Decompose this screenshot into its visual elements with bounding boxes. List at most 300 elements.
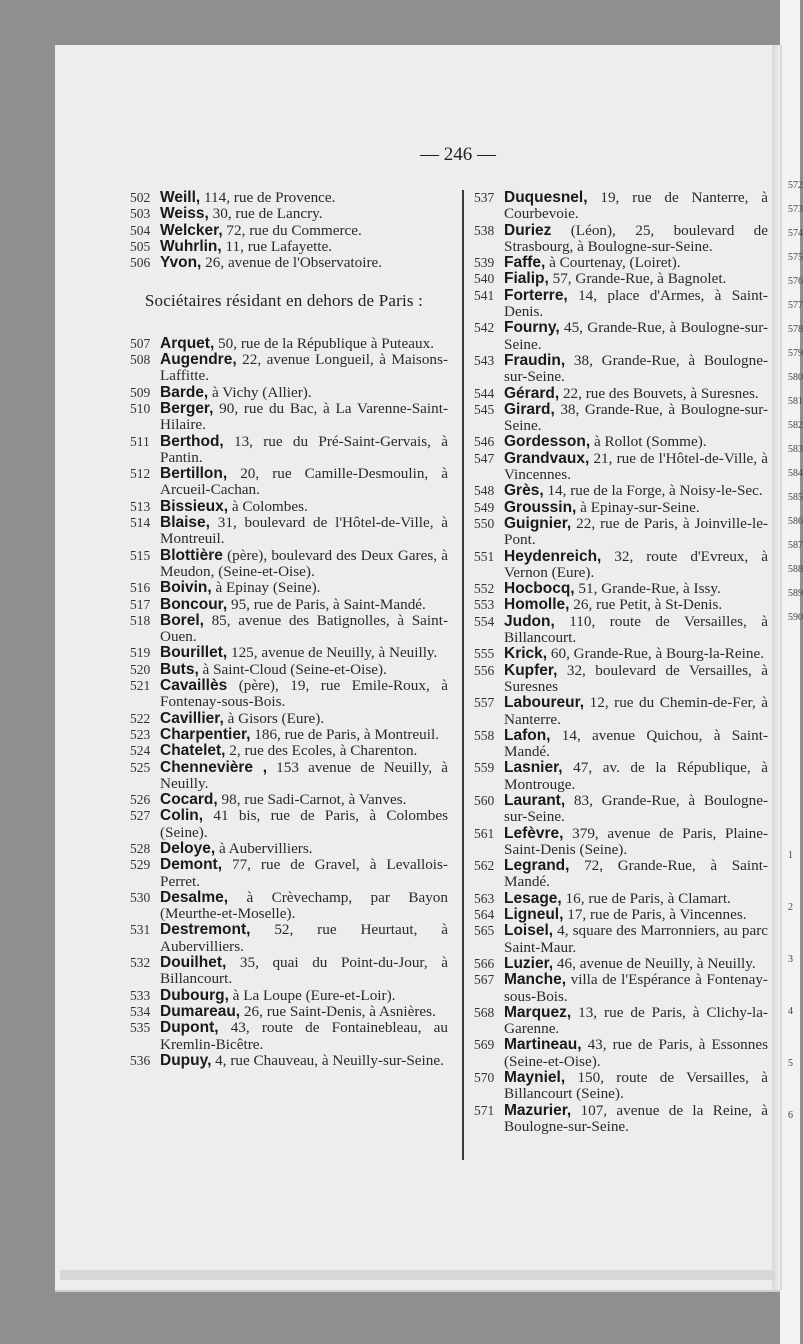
edge-mark: 6 — [788, 1110, 793, 1121]
entry-number: 554 — [474, 613, 495, 629]
entry-number: 545 — [474, 401, 495, 417]
edge-mark: 4 — [788, 1006, 793, 1017]
member-address: à Colombes. — [228, 497, 308, 515]
member-entry — [130, 645, 448, 661]
entry-number: 528 — [130, 840, 151, 856]
member-entry — [130, 1020, 448, 1053]
entry-number: 562 — [474, 858, 495, 874]
entry-number: 560 — [474, 792, 495, 808]
member-name: Forterre, — [504, 286, 568, 304]
member-name: Dubourg, — [160, 986, 229, 1004]
member-entry — [130, 792, 448, 808]
outside-paris-members-list — [130, 336, 448, 1069]
entry-number: 548 — [474, 483, 495, 499]
member-address: 98, rue Sadi-Carnot, à Vanves. — [217, 791, 407, 809]
entry-number: 525 — [130, 759, 151, 775]
edge-mark: 586 — [788, 516, 803, 527]
member-entry — [474, 271, 768, 287]
member-entry — [130, 662, 448, 678]
member-address: 125, avenue de Neuilly, à Neuilly. — [227, 644, 438, 662]
entry-number: 553 — [474, 597, 495, 613]
member-name: Barde, — [160, 383, 209, 401]
member-address: 38, Grande-Rue, à Boulogne-sur-Seine. — [504, 351, 768, 386]
member-name: Legrand, — [504, 857, 570, 875]
edge-mark: 576 — [788, 276, 803, 287]
member-name: Girard, — [504, 400, 555, 418]
member-address: à Gisors (Eure). — [223, 709, 325, 727]
member-entry — [474, 826, 768, 859]
entry-number: 511 — [130, 433, 150, 449]
edge-mark: 584 — [788, 468, 803, 479]
member-address: 47, av. de la République, à Montrouge. — [504, 759, 768, 793]
member-entry — [474, 891, 768, 907]
member-entry — [474, 597, 768, 613]
member-entry — [474, 288, 768, 321]
page-number: — 246 — — [420, 144, 496, 165]
entry-number: 526 — [130, 792, 151, 808]
member-address: 14, rue de la Forge, à Noisy-le-Sec. — [543, 482, 763, 500]
member-name: Guignier, — [504, 514, 572, 532]
member-entry — [130, 955, 448, 988]
member-address: 31, boulevard de l'Hôtel-de-Ville, à Montreuil. — [160, 514, 448, 548]
member-address: 22, rue de Paris, à Joinville-le-Pont. — [504, 514, 768, 549]
member-name: Destremont, — [160, 921, 251, 939]
member-name: Hocbocq, — [504, 580, 575, 598]
entry-number: 516 — [130, 580, 151, 596]
entry-number: 537 — [474, 190, 495, 205]
member-name: Mazurier, — [504, 1101, 572, 1119]
entry-number: 530 — [130, 889, 151, 905]
member-entry — [130, 1004, 448, 1020]
member-address: 13, rue du Pré-Saint-Gervais, à Pantin. — [160, 432, 448, 466]
member-entry — [474, 760, 768, 793]
member-address: 22, rue des Bouvets, à Suresnes. — [559, 384, 759, 402]
member-entry — [474, 223, 768, 256]
member-name: Lafon, — [504, 726, 551, 744]
member-entry — [474, 386, 768, 402]
member-name: Boivin, — [160, 579, 212, 597]
member-name: Martineau, — [504, 1036, 582, 1054]
member-address: (Léon), 25, boulevard de Strasbourg, à Boulogne-sur-Seine. — [504, 221, 768, 255]
member-address: 60, Grande-Rue, à Bourg-la-Reine. — [547, 645, 765, 663]
member-entry — [474, 402, 768, 435]
member-address: 50, rue de la République à Puteaux. — [214, 334, 434, 352]
member-name: Manche, — [504, 971, 567, 989]
entry-number: 520 — [130, 661, 151, 677]
edge-mark: 575 — [788, 252, 803, 263]
entry-number: 568 — [474, 1004, 495, 1020]
entry-number: 558 — [474, 727, 495, 743]
edge-mark: 585 — [788, 492, 803, 503]
member-address: villa de l'Espérance à Fontenay-sous-Bois. — [504, 971, 768, 1005]
member-entry — [474, 353, 768, 386]
left-column — [130, 190, 448, 1069]
entry-number: 503 — [130, 206, 151, 222]
member-entry — [130, 808, 448, 841]
member-name: Lasnier, — [504, 759, 563, 777]
member-address: 38, Grande-Rue, à Boulogne-sur-Seine. — [504, 400, 768, 435]
member-address: 17, rue de Paris, à Vincennes. — [563, 906, 747, 924]
member-address: 51, Grande-Rue, à Issy. — [574, 580, 721, 598]
member-entry — [474, 483, 768, 499]
member-entry — [474, 793, 768, 826]
member-entry — [130, 760, 448, 793]
member-name: Blaise, — [160, 514, 210, 532]
entry-number: 538 — [474, 222, 495, 238]
member-entry — [130, 613, 448, 646]
member-entry — [130, 336, 448, 352]
entry-number: 569 — [474, 1037, 495, 1053]
member-name: Kupfer, — [504, 661, 558, 679]
member-address: 110, route de Versailles, à Billancourt. — [504, 612, 768, 647]
member-entry — [130, 239, 448, 255]
member-name: Fialip, — [504, 270, 549, 288]
member-name: Berger, — [160, 399, 214, 417]
member-name: Laboureur, — [504, 694, 585, 712]
member-address: 90, rue du Bac, à La Varenne-Saint-Hilaire. — [160, 399, 448, 434]
member-address: 32, route d'Evreux, à Vernon (Eure). — [504, 547, 768, 581]
member-name: Lesage, — [504, 889, 562, 907]
entry-number: 547 — [474, 450, 495, 466]
member-name: Marquez, — [504, 1003, 572, 1021]
member-entry — [130, 727, 448, 743]
member-address: 46, avenue de Neuilly, à Neuilly. — [553, 954, 756, 972]
member-entry — [130, 857, 448, 890]
member-name: Duriez — [504, 221, 552, 239]
member-entry — [474, 451, 768, 484]
member-address: à Epinay (Seine). — [211, 579, 321, 597]
member-name: Weill, — [160, 189, 201, 206]
edge-mark: 3 — [788, 954, 793, 965]
member-entry — [474, 549, 768, 582]
member-address: 107, avenue de la Reine, à Boulogne-sur-Seine. — [504, 1101, 768, 1135]
entry-number: 518 — [130, 612, 151, 628]
member-entry — [130, 466, 448, 499]
member-address: 83, Grande-Rue, à Boulogne-sur-Seine. — [504, 791, 768, 826]
member-address: à Epinay-sur-Seine. — [576, 498, 700, 516]
member-entry — [130, 743, 448, 759]
entry-number: 505 — [130, 238, 151, 254]
edge-mark: 5 — [788, 1058, 793, 1069]
edge-mark: 579 — [788, 348, 803, 359]
entry-number: 522 — [130, 710, 151, 726]
member-address: 32, boulevard de Versailles, à Suresnes — [504, 661, 768, 695]
entry-number: 523 — [130, 726, 151, 742]
member-entry — [130, 255, 448, 271]
entry-number: 571 — [474, 1102, 495, 1118]
page-bottom-edge — [60, 1270, 775, 1280]
member-entry — [130, 352, 448, 385]
edge-mark: 587 — [788, 540, 803, 551]
member-entry — [474, 956, 768, 972]
member-name: Gérard, — [504, 384, 560, 402]
member-name: Krick, — [504, 645, 548, 663]
member-entry — [474, 190, 768, 223]
member-name: Chennevière , — [160, 758, 268, 776]
entry-number: 507 — [130, 335, 151, 351]
member-name: Cavillier, — [160, 709, 224, 727]
member-name: Laurant, — [504, 791, 566, 809]
member-name: Duquesnel, — [504, 189, 588, 206]
member-address: 14, avenue Quichou, à Saint-Mandé. — [504, 726, 768, 761]
member-entry — [474, 858, 768, 891]
member-entry — [130, 515, 448, 548]
member-name: Gordesson, — [504, 433, 591, 451]
member-address: 4, rue Chauveau, à Neuilly-sur-Seine. — [211, 1051, 444, 1069]
entry-number: 563 — [474, 890, 495, 906]
member-name: Buts, — [160, 660, 199, 678]
member-name: Dupont, — [160, 1019, 219, 1037]
member-address: à Crèvechamp, par Bayon (Meurthe-et-Moselle). — [160, 888, 448, 923]
member-address: 26, avenue de l'Observatoire. — [201, 254, 383, 272]
entry-number: 551 — [474, 548, 495, 564]
member-address: 153 avenue de Neuilly, à Neuilly. — [160, 758, 448, 792]
member-address: 21, rue de l'Hôtel-de-Ville, à Vincennes. — [504, 449, 768, 484]
entry-number: 527 — [130, 808, 151, 824]
member-entry — [474, 614, 768, 647]
member-name: Grandvaux, — [504, 449, 590, 467]
member-entry — [130, 711, 448, 727]
member-address: 13, rue de Paris, à Clichy-la-Garenne. — [504, 1003, 768, 1038]
member-entry — [474, 646, 768, 662]
member-entry — [474, 434, 768, 450]
member-name: Cocard, — [160, 791, 218, 809]
member-entry — [474, 923, 768, 956]
entry-number: 512 — [130, 466, 151, 482]
member-address: à Vichy (Allier). — [208, 383, 312, 401]
column-divider — [462, 190, 464, 1160]
member-entry — [130, 401, 448, 434]
entry-number: 542 — [474, 320, 495, 336]
member-entry — [130, 385, 448, 401]
member-entry — [130, 841, 448, 857]
edge-mark: 574 — [788, 228, 803, 239]
edge-mark: 589 — [788, 588, 803, 599]
edge-mark: 590 — [788, 612, 803, 623]
entry-number: 536 — [130, 1052, 151, 1068]
edge-mark: 1 — [788, 850, 793, 861]
member-name: Judon, — [504, 612, 555, 630]
member-address: à Saint-Cloud (Seine-et-Oise). — [198, 660, 387, 678]
section-heading: Sociétaires résidant en dehors de Paris : — [144, 291, 424, 311]
entry-number: 533 — [130, 987, 151, 1003]
member-address: 95, rue de Paris, à Saint-Mandé. — [227, 595, 426, 613]
edge-mark: 578 — [788, 324, 803, 335]
member-address: 30, rue de Lancry. — [208, 205, 323, 223]
entry-number: 555 — [474, 646, 495, 662]
member-address: 22, avenue Longueil, à Maisons-Laffitte. — [160, 351, 448, 385]
member-name: Yvon, — [160, 254, 202, 272]
member-name: Lefèvre, — [504, 824, 564, 842]
entry-number: 521 — [130, 678, 151, 694]
member-name: Dupuy, — [160, 1051, 212, 1069]
member-name: Fourny, — [504, 319, 560, 337]
member-address: 114, rue de Provence. — [200, 189, 336, 206]
member-name: Wuhrlin, — [160, 237, 222, 255]
entry-number: 529 — [130, 857, 151, 873]
member-address: 150, route de Versailles, à Billancourt (Seine). — [504, 1069, 768, 1103]
member-entry — [474, 516, 768, 549]
member-entry — [474, 1005, 768, 1038]
member-name: Charpentier, — [160, 725, 251, 743]
entry-number: 532 — [130, 955, 151, 971]
member-entry — [474, 695, 768, 728]
member-entry — [130, 548, 448, 581]
member-entry — [130, 890, 448, 923]
edge-mark: 583 — [788, 444, 803, 455]
member-address: 2, rue des Ecoles, à Charenton. — [225, 742, 418, 760]
member-address: 26, rue Petit, à St-Denis. — [569, 596, 723, 614]
member-name: Luzier, — [504, 954, 554, 972]
member-address: 43, rue de Paris, à Essonnes (Seine-et-Oise). — [504, 1036, 768, 1070]
right-column — [474, 190, 768, 1135]
member-name: Loisel, — [504, 922, 554, 940]
member-entry — [130, 206, 448, 222]
member-address: 19, rue de Nanterre, à Courbevoie. — [504, 189, 768, 223]
member-address: 77, rue de Gravel, à Levallois-Perret. — [160, 856, 448, 890]
member-entry — [474, 320, 768, 353]
entry-number: 515 — [130, 547, 151, 563]
member-entry — [474, 581, 768, 597]
member-address: 43, route de Fontainebleau, au Kremlin-Bicêtre. — [160, 1019, 448, 1053]
member-entry — [130, 678, 448, 711]
member-address: 72, rue du Commerce. — [222, 221, 362, 239]
entry-number: 508 — [130, 352, 151, 368]
edge-mark: 581 — [788, 396, 803, 407]
member-address: 57, Grande-Rue, à Bagnolet. — [548, 270, 727, 288]
member-name: Blottière — [160, 546, 223, 564]
entry-number: 570 — [474, 1070, 495, 1086]
edge-mark: 577 — [788, 300, 803, 311]
entry-number: 513 — [130, 498, 151, 514]
member-address: 12, rue du Chemin-de-Fer, à Nanterre. — [504, 694, 768, 728]
member-entry — [474, 728, 768, 761]
member-name: Chatelet, — [160, 742, 226, 760]
member-address: 11, rue Lafayette. — [221, 237, 333, 255]
member-address: 20, rue Camille-Desmoulin, à Arcueil-Cachan. — [160, 465, 448, 499]
member-address: 16, rue de Paris, à Clamart. — [561, 889, 731, 907]
edge-mark: 572 — [788, 180, 803, 191]
member-address: 4, square des Marronniers, au parc Saint-Maur. — [504, 922, 768, 956]
member-entry — [130, 922, 448, 955]
member-name: Augendre, — [160, 351, 237, 369]
member-name: Deloye, — [160, 839, 216, 857]
member-entry — [474, 663, 768, 696]
member-entry — [474, 1070, 768, 1103]
member-name: Ligneul, — [504, 906, 564, 924]
edge-mark: 580 — [788, 372, 803, 383]
member-name: Douilhet, — [160, 954, 227, 972]
entry-number: 509 — [130, 384, 151, 400]
entry-number: 546 — [474, 434, 495, 450]
member-name: Homolle, — [504, 596, 570, 614]
entry-number: 519 — [130, 645, 151, 661]
member-entry — [130, 190, 448, 206]
member-entry — [474, 907, 768, 923]
paris-members-list — [130, 190, 448, 271]
outside-paris-members-list-continued — [474, 190, 768, 1135]
member-address: à Aubervilliers. — [215, 839, 313, 857]
member-address: 379, avenue de Paris, Plaine-Saint-Denis (Seine). — [504, 824, 768, 858]
member-entry — [130, 988, 448, 1004]
member-address: 186, rue de Paris, à Montreuil. — [250, 725, 439, 743]
member-name: Berthod, — [160, 432, 224, 450]
entry-number: 524 — [130, 743, 151, 759]
entry-number: 539 — [474, 255, 495, 271]
member-name: Faffe, — [504, 254, 546, 272]
member-address: à Rollot (Somme). — [590, 433, 707, 451]
member-entry — [474, 1103, 768, 1136]
member-entry — [130, 499, 448, 515]
entry-number: 543 — [474, 352, 495, 368]
member-name: Colin, — [160, 807, 204, 825]
member-entry — [130, 580, 448, 596]
member-name: Welcker, — [160, 221, 223, 239]
member-name: Weiss, — [160, 205, 209, 223]
entry-number: 541 — [474, 287, 495, 303]
entry-number: 510 — [130, 400, 151, 416]
member-name: Bourillet, — [160, 644, 228, 662]
member-entry — [474, 255, 768, 271]
member-name: Groussin, — [504, 498, 577, 516]
member-address: 72, Grande-Rue, à Saint-Mandé. — [504, 857, 768, 891]
member-address: 52, rue Heurtaut, à Aubervilliers. — [160, 921, 448, 955]
member-address: 35, quai du Point-du-Jour, à Billancourt. — [160, 954, 448, 988]
member-entry — [130, 434, 448, 467]
member-address: 45, Grande-Rue, à Boulogne-sur-Seine. — [504, 319, 768, 353]
member-address: à La Loupe (Eure-et-Loir). — [228, 986, 396, 1004]
member-entry — [130, 1053, 448, 1069]
member-name: Dumareau, — [160, 1002, 241, 1020]
entry-number: 550 — [474, 515, 495, 531]
entry-number: 535 — [130, 1020, 151, 1036]
entry-number: 540 — [474, 271, 495, 287]
adjacent-page-edge — [780, 0, 800, 1344]
member-address: à Courtenay, (Loiret). — [545, 254, 681, 272]
member-entry — [130, 223, 448, 239]
member-entry — [130, 597, 448, 613]
member-name: Desalme, — [160, 888, 229, 906]
edge-mark: 588 — [788, 564, 803, 575]
member-address: 14, place d'Armes, à Saint-Denis. — [504, 286, 768, 321]
entry-number: 565 — [474, 923, 495, 939]
member-address: (père), boulevard des Deux Gares, à Meudon, (Seine-et-Oise). — [160, 546, 448, 580]
entry-number: 567 — [474, 972, 495, 988]
entry-number: 556 — [474, 662, 495, 678]
edge-mark: 2 — [788, 902, 793, 913]
edge-mark: 573 — [788, 204, 803, 215]
member-name: Bertillon, — [160, 465, 228, 483]
entry-number: 531 — [130, 922, 151, 938]
member-name: Demont, — [160, 856, 222, 874]
member-name: Arquet, — [160, 334, 215, 352]
member-name: Cavaillès — [160, 677, 228, 695]
entry-number: 559 — [474, 760, 495, 776]
entry-number: 534 — [130, 1003, 151, 1019]
member-address: 41 bis, rue de Paris, à Colombes (Seine). — [160, 807, 448, 841]
member-name: Bissieux, — [160, 497, 229, 515]
entry-number: 506 — [130, 255, 151, 271]
member-name: Boncour, — [160, 595, 228, 613]
member-name: Borel, — [160, 611, 204, 629]
entry-number: 514 — [130, 515, 151, 531]
member-name: Heydenreich, — [504, 547, 602, 565]
entry-number: 549 — [474, 499, 495, 515]
member-address: 85, avenue des Batignolles, à Saint-Ouen. — [160, 611, 448, 646]
page-gutter-shadow — [772, 45, 780, 1290]
member-entry — [474, 1037, 768, 1070]
edge-mark: 582 — [788, 420, 803, 431]
